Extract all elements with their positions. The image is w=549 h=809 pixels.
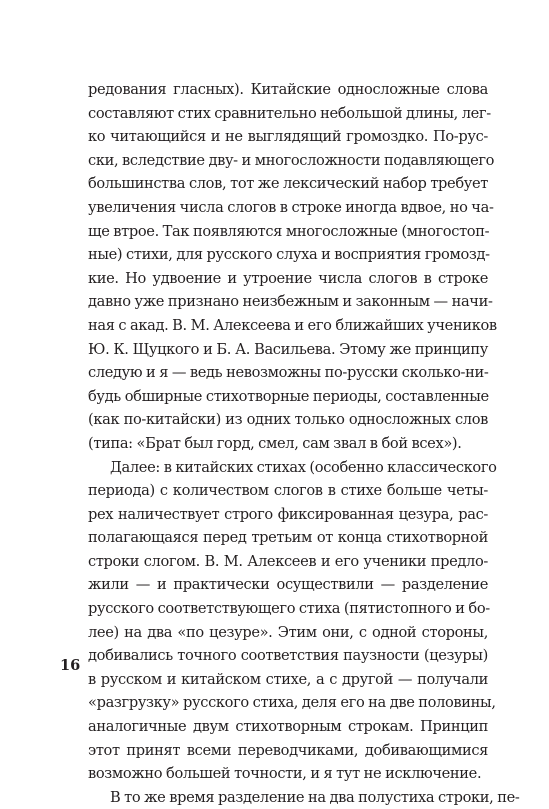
text-line: большинства слов, тот же лексический набор требует: [88, 175, 488, 193]
body-text: [88, 78, 520, 809]
text-line: возможно большей точности, и я тут не исключение.: [88, 765, 482, 783]
text-line: аналогичные двум стихотворным строкам. Принцип: [88, 718, 488, 736]
text-line: ные) стихи, для русского слуха и восприятия громозд-: [88, 246, 490, 264]
text-line: Далее: в китайских стихах (особенно классического: [110, 458, 497, 476]
text-line: жили — и практически осуществили — разделение: [88, 576, 488, 594]
text-line: ная с акад. В. М. Алексеева и его ближайших учеников: [88, 316, 497, 334]
text-line: в русском и китайском стихе, а с другой — получали: [88, 670, 488, 688]
text-line: составляют стих сравнительно небольшой длины, лег-: [88, 104, 491, 122]
text-line: русского соответствующего стиха (пятистопного и бо-: [88, 600, 490, 618]
text-line: будь обширные стихотворные периоды, составленные: [88, 387, 489, 405]
text-line: ко читающийся и не выглядящий громоздко. По-рус-: [88, 128, 488, 146]
text-line: увеличения числа слогов в строке иногда вдвое, но ча-: [88, 198, 494, 216]
text-line: (как по-китайски) из одних только односложных слов: [88, 411, 488, 429]
text-line: этот принят всеми переводчиками, добивающимися: [88, 741, 488, 759]
text-line: полагающаяся перед третьим от конца стихотворной: [88, 529, 488, 547]
text-line: кие. Но удвоение и утроение числа слогов в строке: [88, 269, 488, 287]
text-line: (типа: «Брат был горд, смел, сам звал в бой всех»).: [88, 434, 462, 452]
text-line: ски, вследствие дву- и многосложности подавляющего: [88, 151, 495, 169]
text-line: ще втрое. Так появляются многосложные (многостоп-: [88, 222, 490, 240]
text-line: периода) с количеством слогов в стихе больше четы-: [88, 482, 488, 500]
text-line: добивались точного соответствия паузности (цезуры): [88, 647, 488, 665]
text-line: В то же время разделение на два полустиха строки, пе-: [110, 788, 520, 806]
text-line: редования гласных). Китайские односложные слова: [88, 81, 488, 98]
text-line: рех наличествует строго фиксированная цезура, рас-: [88, 505, 488, 523]
text-line: давно уже признано неизбежным и законным — начи-: [88, 293, 493, 311]
text-line: лее) на два «по цезуре». Этим они, с одной стороны,: [88, 623, 488, 641]
text-line: следую и я — ведь невозможны по-русски сколько-ни-: [88, 364, 489, 382]
text-line: Ю. К. Щуцкого и Б. А. Васильева. Этому же принципу: [88, 340, 488, 358]
text-line: «разгрузку» русского стиха, деля его на две половины,: [88, 694, 496, 712]
text-line: строки слогом. В. М. Алексеев и его ученики предло-: [88, 552, 488, 570]
page-number: 16: [60, 657, 81, 674]
